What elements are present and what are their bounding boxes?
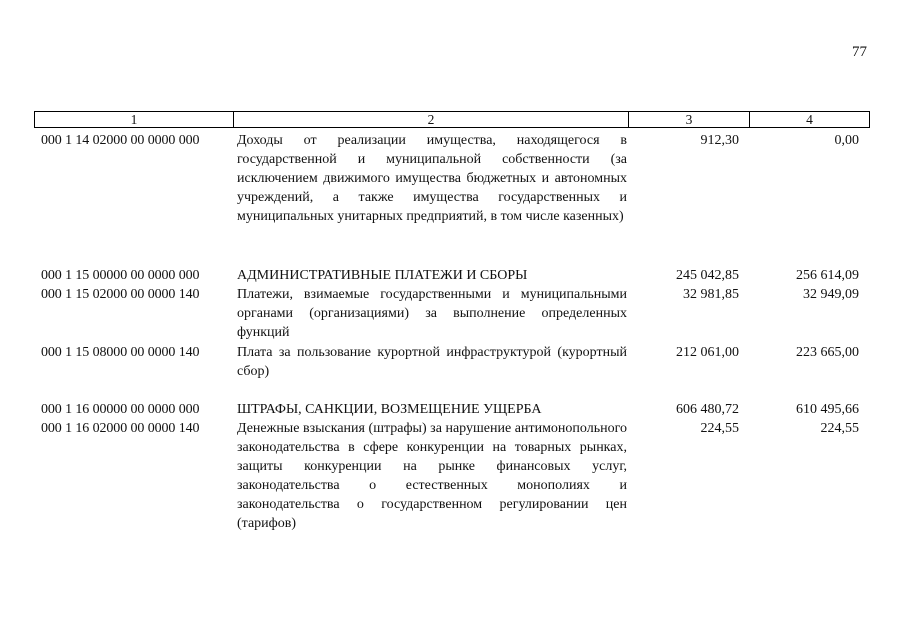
row-value-col3: 912,30: [700, 133, 739, 148]
row-code: 000 1 15 02000 00 0000 140: [41, 287, 200, 302]
row-code: 000 1 15 08000 00 0000 140: [41, 345, 200, 360]
header-col-1: 1: [35, 112, 234, 127]
row-description: АДМИНИСТРАТИВНЫЕ ПЛАТЕЖИ И СБОРЫ: [237, 268, 528, 283]
row-description: Платежи, взимаемые государственными и муниципальными органами (организациями) за выполнение определенных функций: [237, 287, 627, 340]
row-value-col4: 223 665,00: [796, 345, 859, 360]
row-value-col3: 224,55: [700, 421, 739, 436]
row-value-col4: 256 614,09: [796, 268, 859, 283]
row-description: Плата за пользование курортной инфраструктурой (курортный сбор): [237, 345, 627, 379]
row-value-col4: 224,55: [820, 421, 859, 436]
table-header: [34, 111, 870, 128]
row-code: 000 1 16 00000 00 0000 000: [41, 402, 200, 417]
row-description: Доходы от реализации имущества, находящегося в государственной и муниципальной собственности (за исключением движимого имущества бюджетных и автономных учреждений, а также имущества государственных и муниципальных унитарных предприятий, в том числе казенных): [237, 133, 627, 224]
row-description: ШТРАФЫ, САНКЦИИ, ВОЗМЕЩЕНИЕ УЩЕРБА: [237, 402, 542, 417]
row-value-col3: 606 480,72: [676, 402, 739, 417]
page-number: 77: [852, 44, 867, 60]
row-value-col4: 610 495,66: [796, 402, 859, 417]
row-value-col3: 245 042,85: [676, 268, 739, 283]
header-col-2: 2: [234, 112, 629, 127]
row-code: 000 1 14 02000 00 0000 000: [41, 133, 200, 148]
header-col-4: 4: [806, 112, 813, 127]
row-code: 000 1 16 02000 00 0000 140: [41, 421, 200, 436]
header-col-3: 3: [629, 112, 750, 127]
row-value-col3: 212 061,00: [676, 345, 739, 360]
row-description: Денежные взыскания (штрафы) за нарушение антимонопольного законодательства в сфере конкуренции на товарных рынках, защиты конкуренции на рынке финансовых услуг, законодательства о естественных монополиях и законодательства о государственном регулировании цен (тарифов): [237, 421, 627, 531]
row-value-col4: 32 949,09: [803, 287, 859, 302]
row-code: 000 1 15 00000 00 0000 000: [41, 268, 200, 283]
row-value-col3: 32 981,85: [683, 287, 739, 302]
row-value-col4: 0,00: [834, 133, 859, 148]
